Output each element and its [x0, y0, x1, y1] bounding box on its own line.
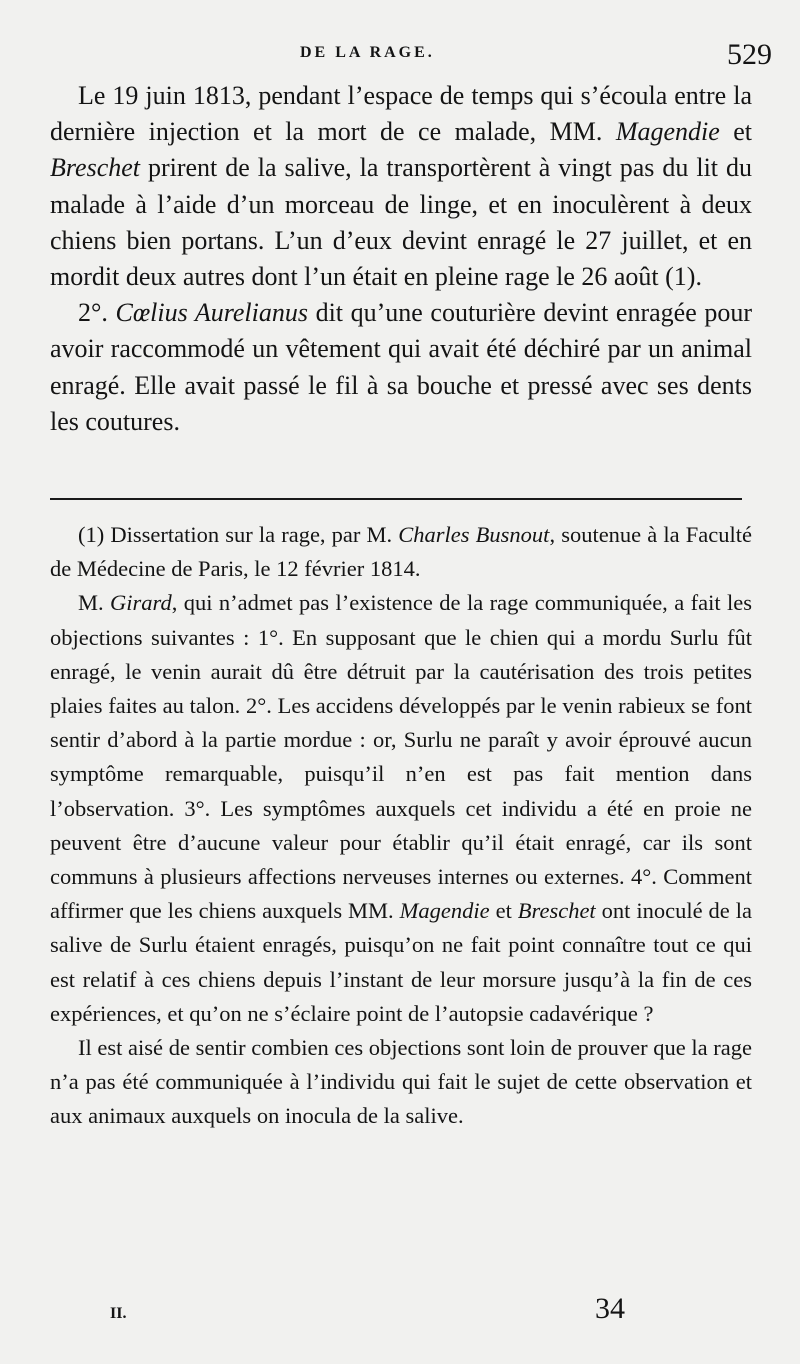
paragraph-magendie-breschet: Le 19 juin 1813, pendant l’espace de temps qui s’écoula entre la dernière injection et la mort de ce malade, MM. Magendie et Breschet prirent de la salive, la transportèrent à vingt pas du lit du malade à l’aide d’un morceau de linge, et en inoculèrent à deux chiens bien portans. L’un d’eux devint enragé le 27 juillet, et en mordit deux autres dont l’un était en pleine rage le 26 août (1).	[50, 81, 753, 292]
paragraph-caelius: 2°. Cœlius Aurelianus dit qu’une couturière devint enragée pour avoir raccommodé un vêtement qui avait été déchiré par un animal enragé. Elle avait passé le fil à sa bouche et pressé avec ses dents les coutures.	[50, 298, 752, 436]
name-magendie: Magendie	[399, 898, 490, 924]
name-caelius-aurelianus: Cœlius Aurelianus	[115, 298, 308, 328]
footnote-girard-objections: M. Girard, qui n’admet pas l’existence de la rage communiquée, a fait les objections suivantes : 1°. En supposant que le chien qui a mordu Surlu fût enragé, le venin aurait dû être détruit par la cautérisation des trois petites plaies faites au talon. 2°. Les accidens développés par le venin rabieux se font sentir d’abord à la partie mordue : or, Surlu ne paraît y avoir éprouvé aucun symptôme remarquable, puisqu’il n’en est pas fait mention dans l’observation. 3°. Les symptômes auxquels cet individu a été en proie ne peuvent être d’aucune valeur pour établir qu’il était enragé, car ils sont communs à plusieurs affections nerveuses internes ou externes. 4°. Comment affirmer que les chiens auxquels MM. Magendie et Breschet ont inoculé de la salive de Surlu étaient enragés, puisqu’on ne fait point connaître tout ce qui est relatif à ces chiens depuis l’instant de leur morsure jusqu’à la fin de ces expériences, et qu’on ne s’éclaire point de l’autopsie cadavérique ?	[50, 590, 752, 1026]
name-charles-busnout: Charles Busnout	[398, 522, 550, 547]
footnote-1: (1) Dissertation sur la rage, par M. Charles Busnout, soutenue à la Faculté de Médecine de Paris, le 12 février 1814.	[50, 522, 752, 582]
running-title: DE LA RAGE.	[300, 44, 435, 61]
name-girard: Girard	[110, 590, 172, 616]
footnote	[50, 518, 752, 1134]
footnote-divider	[50, 498, 742, 500]
name-magendie: Magendie	[615, 117, 720, 147]
sheet-number: 34	[595, 1292, 625, 1325]
name-breschet: Breschet	[517, 898, 596, 924]
footnote-conclusion: Il est aisé de sentir combien ces objections sont loin de prouver que la rage n’a pas été communiquée à l’individu qui fait le sujet de cette observation et aux animaux auxquels on inocula de la salive.	[50, 1035, 752, 1129]
page-number: 529	[727, 38, 772, 71]
signature-mark: II.	[110, 1305, 127, 1322]
name-breschet: Breschet	[50, 153, 140, 183]
main-text	[50, 78, 752, 440]
